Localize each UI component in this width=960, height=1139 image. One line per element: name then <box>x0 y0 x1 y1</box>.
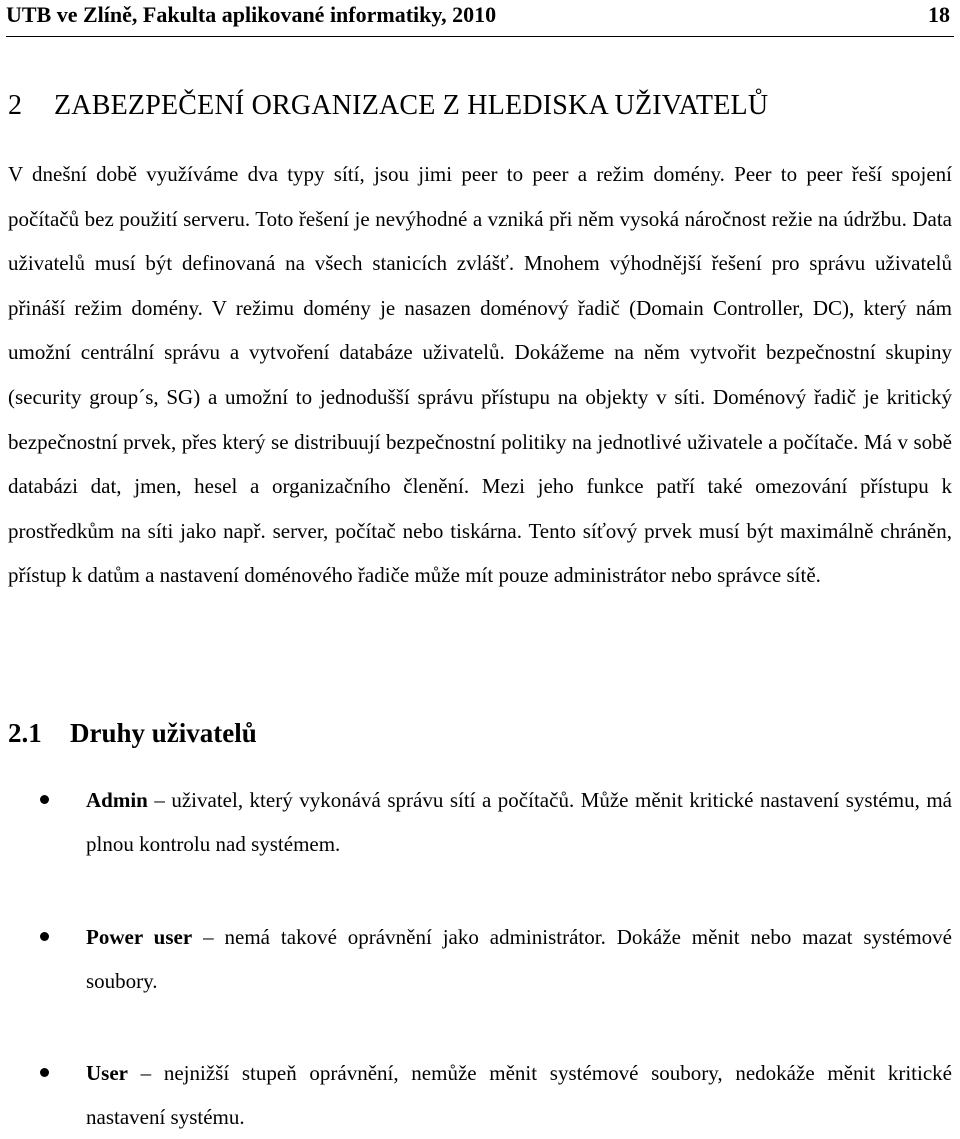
chapter-title: ZABEZPEČENÍ ORGANIZACE Z HLEDISKA UŽIVATELŮ <box>54 90 769 121</box>
intro-paragraph: V dnešní době využíváme dva typy sítí, jsou jimi peer to peer a režim domény. Peer to peer řeší spojení počítačů bez použití serveru. Toto řešení je nevýhodné a vzniká při něm vysoká náročnost režie na údržbu. Data uživatelů musí být definovaná na všech stanicích zvlášť. Mnohem výhodnější řešení pro správu uživatelů přináší režim domény. V režimu domény je nasazen doménový řadič (Domain Controller, DC), který nám umožní centrální správu a vytvoření databáze uživatelů. Dokážeme na něm vytvořit bezpečnostní skupiny (security group´s, SG) a umožní to jednodušší správu přístupu na objekty v síti. Doménový řadič je kritický bezpečnostní prvek, přes který se distribuují bezpečnostní politiky na jednotlivé uživatele a počítače. Má v sobě databázi dat, jmen, hesel a organizačního členění. Mezi jeho funkce patří také omezování přístupu k prostředkům na síti jako např. server, počítač nebo tiskárna. Tento síťový prvek musí být maximálně chráněn, přístup k datům a nastavení doménového řadiče může mít pouze administrátor nebo správce sítě. <box>8 162 952 588</box>
bullet-icon <box>40 795 49 804</box>
chapter-number: 2 <box>8 90 23 121</box>
list-item-text <box>86 1051 952 1139</box>
page-header <box>6 0 954 37</box>
list-item-description: – nejnižší stupeň oprávnění, nemůže měnit systémové soubory, nedokáže měnit kritické nastavení systému. <box>86 1061 952 1129</box>
list-item-term: Admin <box>86 788 148 812</box>
list-item-term: Power user <box>86 925 193 949</box>
list-item-description: – uživatel, který vykonává správu sítí a počítačů. Může měnit kritické nastavení systému, má plnou kontrolu nad systémem. <box>86 788 952 856</box>
list-item-text <box>86 778 952 866</box>
section-heading <box>8 718 257 749</box>
list-item-description: – nemá takové oprávnění jako administrátor. Dokáže měnit nebo mazat systémové soubory. <box>86 925 952 993</box>
bullet-icon <box>40 932 49 941</box>
page-number: 18 <box>928 2 950 27</box>
list-item-term: User <box>86 1061 128 1085</box>
section-title: Druhy uživatelů <box>70 718 257 748</box>
header-title: UTB ve Zlíně, Fakulta aplikované informatiky, 2010 <box>6 2 497 27</box>
bullet-icon <box>40 1068 49 1077</box>
chapter-heading <box>8 90 768 122</box>
section-number: 2.1 <box>8 718 42 748</box>
list-item-text <box>86 915 952 1003</box>
